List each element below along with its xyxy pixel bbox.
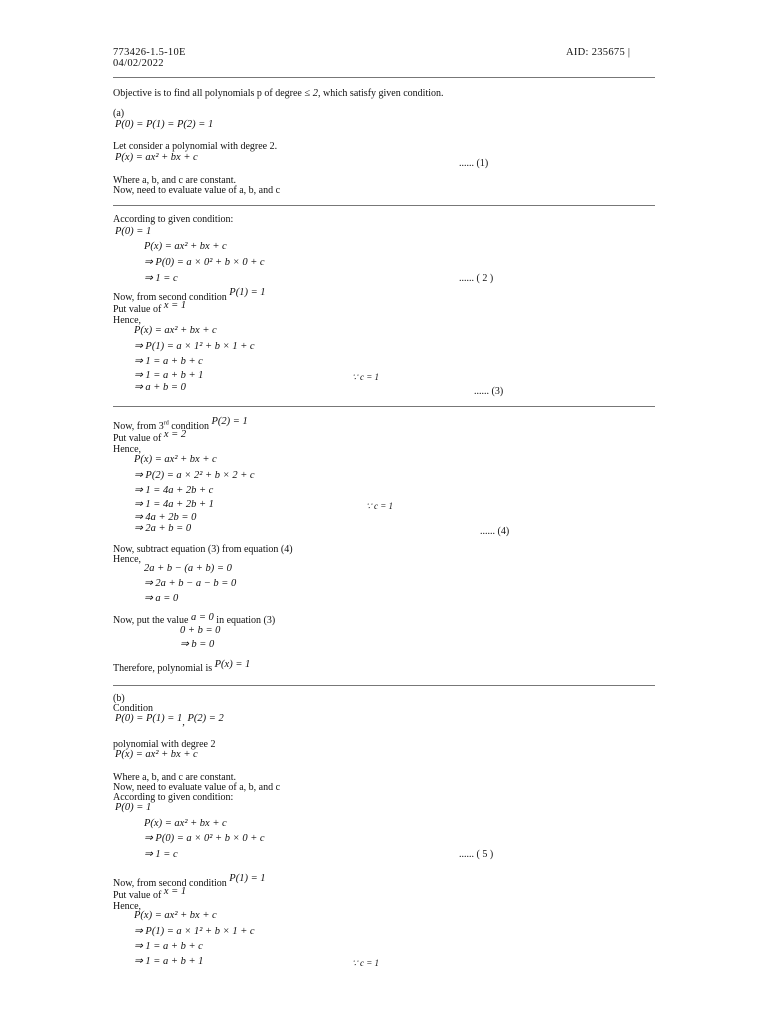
result-polynomial: P(x) = 1 (214, 659, 251, 670)
step-line: ⇒ 1 = c (144, 849, 178, 860)
step-line: ⇒ P(1) = a × 1² + b × 1 + c (134, 926, 255, 937)
second-condition-line (113, 873, 266, 890)
step-line: ⇒ 1 = a + b + 1 (134, 370, 204, 381)
eq-ref-2: ...... ( 2 ) (459, 273, 494, 284)
step-line: ⇒ b = 0 (180, 639, 215, 650)
part-b-label: (b) (113, 693, 125, 704)
third-condition-text: Now, from 3 (113, 421, 164, 432)
step-line: P(x) = ax² + bx + c (144, 818, 227, 829)
therefore-text: Therefore, polynomial is (113, 663, 213, 674)
step-line: ⇒ 1 = c (144, 273, 178, 284)
second-condition-line (113, 287, 266, 304)
step-line: ⇒ 1 = 4a + 2b + c (134, 485, 214, 496)
p0-condition: P(0) = 1 (115, 802, 152, 813)
condition-b-2: P(2) = 2 (187, 713, 224, 724)
objective-line (113, 88, 444, 100)
polynomial-def: P(x) = ax² + bx + c (115, 152, 198, 163)
step-line: ⇒ 4a + 2b = 0 (134, 512, 197, 523)
where-constants: Where a, b, and c are constant. (113, 175, 236, 186)
therefore-line (113, 659, 251, 675)
condition-b-1: P(0) = P(1) = 1 (115, 713, 183, 724)
eq-ref-5: ...... ( 5 ) (459, 849, 494, 860)
put-value-text: Put value of (113, 433, 162, 444)
step-line: ⇒ 1 = a + b + c (134, 356, 203, 367)
p0-condition: P(0) = 1 (115, 226, 152, 237)
since-note: ∵ c = 1 (352, 958, 380, 968)
step-line: ⇒ P(1) = a × 1² + b × 1 + c (134, 341, 255, 352)
comma: , (182, 717, 185, 728)
put-value-text: Put value of (113, 304, 162, 315)
put-value-text: Put value of (113, 890, 162, 901)
in-equation-text: in equation (3) (216, 615, 276, 626)
divider (113, 77, 655, 78)
a-value: a = 0 (190, 612, 214, 623)
now-evaluate: Now, need to evaluate value of a, b, and c (113, 782, 281, 793)
eq-ref-4: ...... (4) (480, 526, 510, 537)
divider (113, 406, 655, 407)
divider (113, 685, 655, 686)
now-evaluate: Now, need to evaluate value of a, b, and c (113, 185, 281, 196)
since-note: ∵ c = 1 (352, 372, 380, 382)
poly-degree-line: polynomial with degree 2 (113, 739, 216, 750)
step-line: ⇒ P(0) = a × 0² + b × 0 + c (144, 257, 265, 268)
divider (113, 205, 655, 206)
step-line: 0 + b = 0 (180, 625, 221, 636)
p2-condition: P(2) = 1 (211, 416, 248, 427)
p1-condition: P(1) = 1 (229, 287, 266, 298)
step-line: ⇒ a = 0 (144, 593, 179, 604)
third-sup: rd (163, 420, 169, 427)
step-line: ⇒ a + b = 0 (134, 382, 186, 393)
step-line: ⇒ P(2) = a × 2² + b × 2 + c (134, 470, 255, 481)
objective-pre: Objective is to find all polynomials p of degree (113, 88, 302, 99)
x-value: x = 1 (163, 300, 187, 311)
hence-label: Hence, (113, 554, 142, 565)
subtract-line: Now, subtract equation (3) from equation (4) (113, 544, 293, 555)
x-value: x = 2 (163, 429, 187, 440)
hence-label: Hence, (113, 315, 142, 326)
according-condition: According to given condition: (113, 214, 234, 225)
according-condition: According to given condition: (113, 792, 234, 803)
doc-date: 04/02/2022 (113, 58, 164, 69)
x-value: x = 1 (163, 886, 187, 897)
where-constants: Where a, b, and c are constant. (113, 772, 236, 783)
objective-post: , which satisfy given condition. (317, 88, 444, 99)
step-line: 2a + b − (a + b) = 0 (144, 563, 232, 574)
step-line: ⇒ 1 = a + b + 1 (134, 956, 204, 967)
polynomial-def: P(x) = ax² + bx + c (115, 749, 198, 760)
step-line: ⇒ 1 = a + b + c (134, 941, 203, 952)
since-note: ∵ c = 1 (366, 501, 394, 511)
second-condition-text: Now, from second condition (113, 878, 227, 889)
step-line: P(x) = ax² + bx + c (134, 454, 217, 465)
condition-label: Condition (113, 703, 154, 714)
step-line: P(x) = ax² + bx + c (134, 910, 217, 921)
step-line: ⇒ 2a + b = 0 (134, 523, 192, 534)
objective-leq: ≤ 2 (304, 88, 318, 99)
hence-label: Hence, (113, 901, 142, 912)
p1-condition: P(1) = 1 (229, 873, 266, 884)
step-line: ⇒ P(0) = a × 0² + b × 0 + c (144, 833, 265, 844)
second-condition-text: Now, from second condition (113, 292, 227, 303)
put-the-value-text: Now, put the value (113, 615, 189, 626)
hence-label: Hence, (113, 444, 142, 455)
eq-ref-3: ...... (3) (474, 386, 504, 397)
doc-id: 773426-1.5-10E (113, 47, 186, 58)
aid-label: AID: 235675 | (566, 47, 631, 58)
step-line: P(x) = ax² + bx + c (144, 241, 227, 252)
step-line: ⇒ 1 = 4a + 2b + 1 (134, 499, 214, 510)
step-line: P(x) = ax² + bx + c (134, 325, 217, 336)
step-line: ⇒ 2a + b − a − b = 0 (144, 578, 237, 589)
let-consider: Let consider a polynomial with degree 2. (113, 141, 278, 152)
part-a-label: (a) (113, 108, 125, 119)
condition-a: P(0) = P(1) = P(2) = 1 (115, 119, 214, 130)
condition-b (115, 713, 224, 728)
third-condition-post: condition (168, 421, 210, 432)
eq-ref-1: ...... (1) (459, 158, 489, 169)
